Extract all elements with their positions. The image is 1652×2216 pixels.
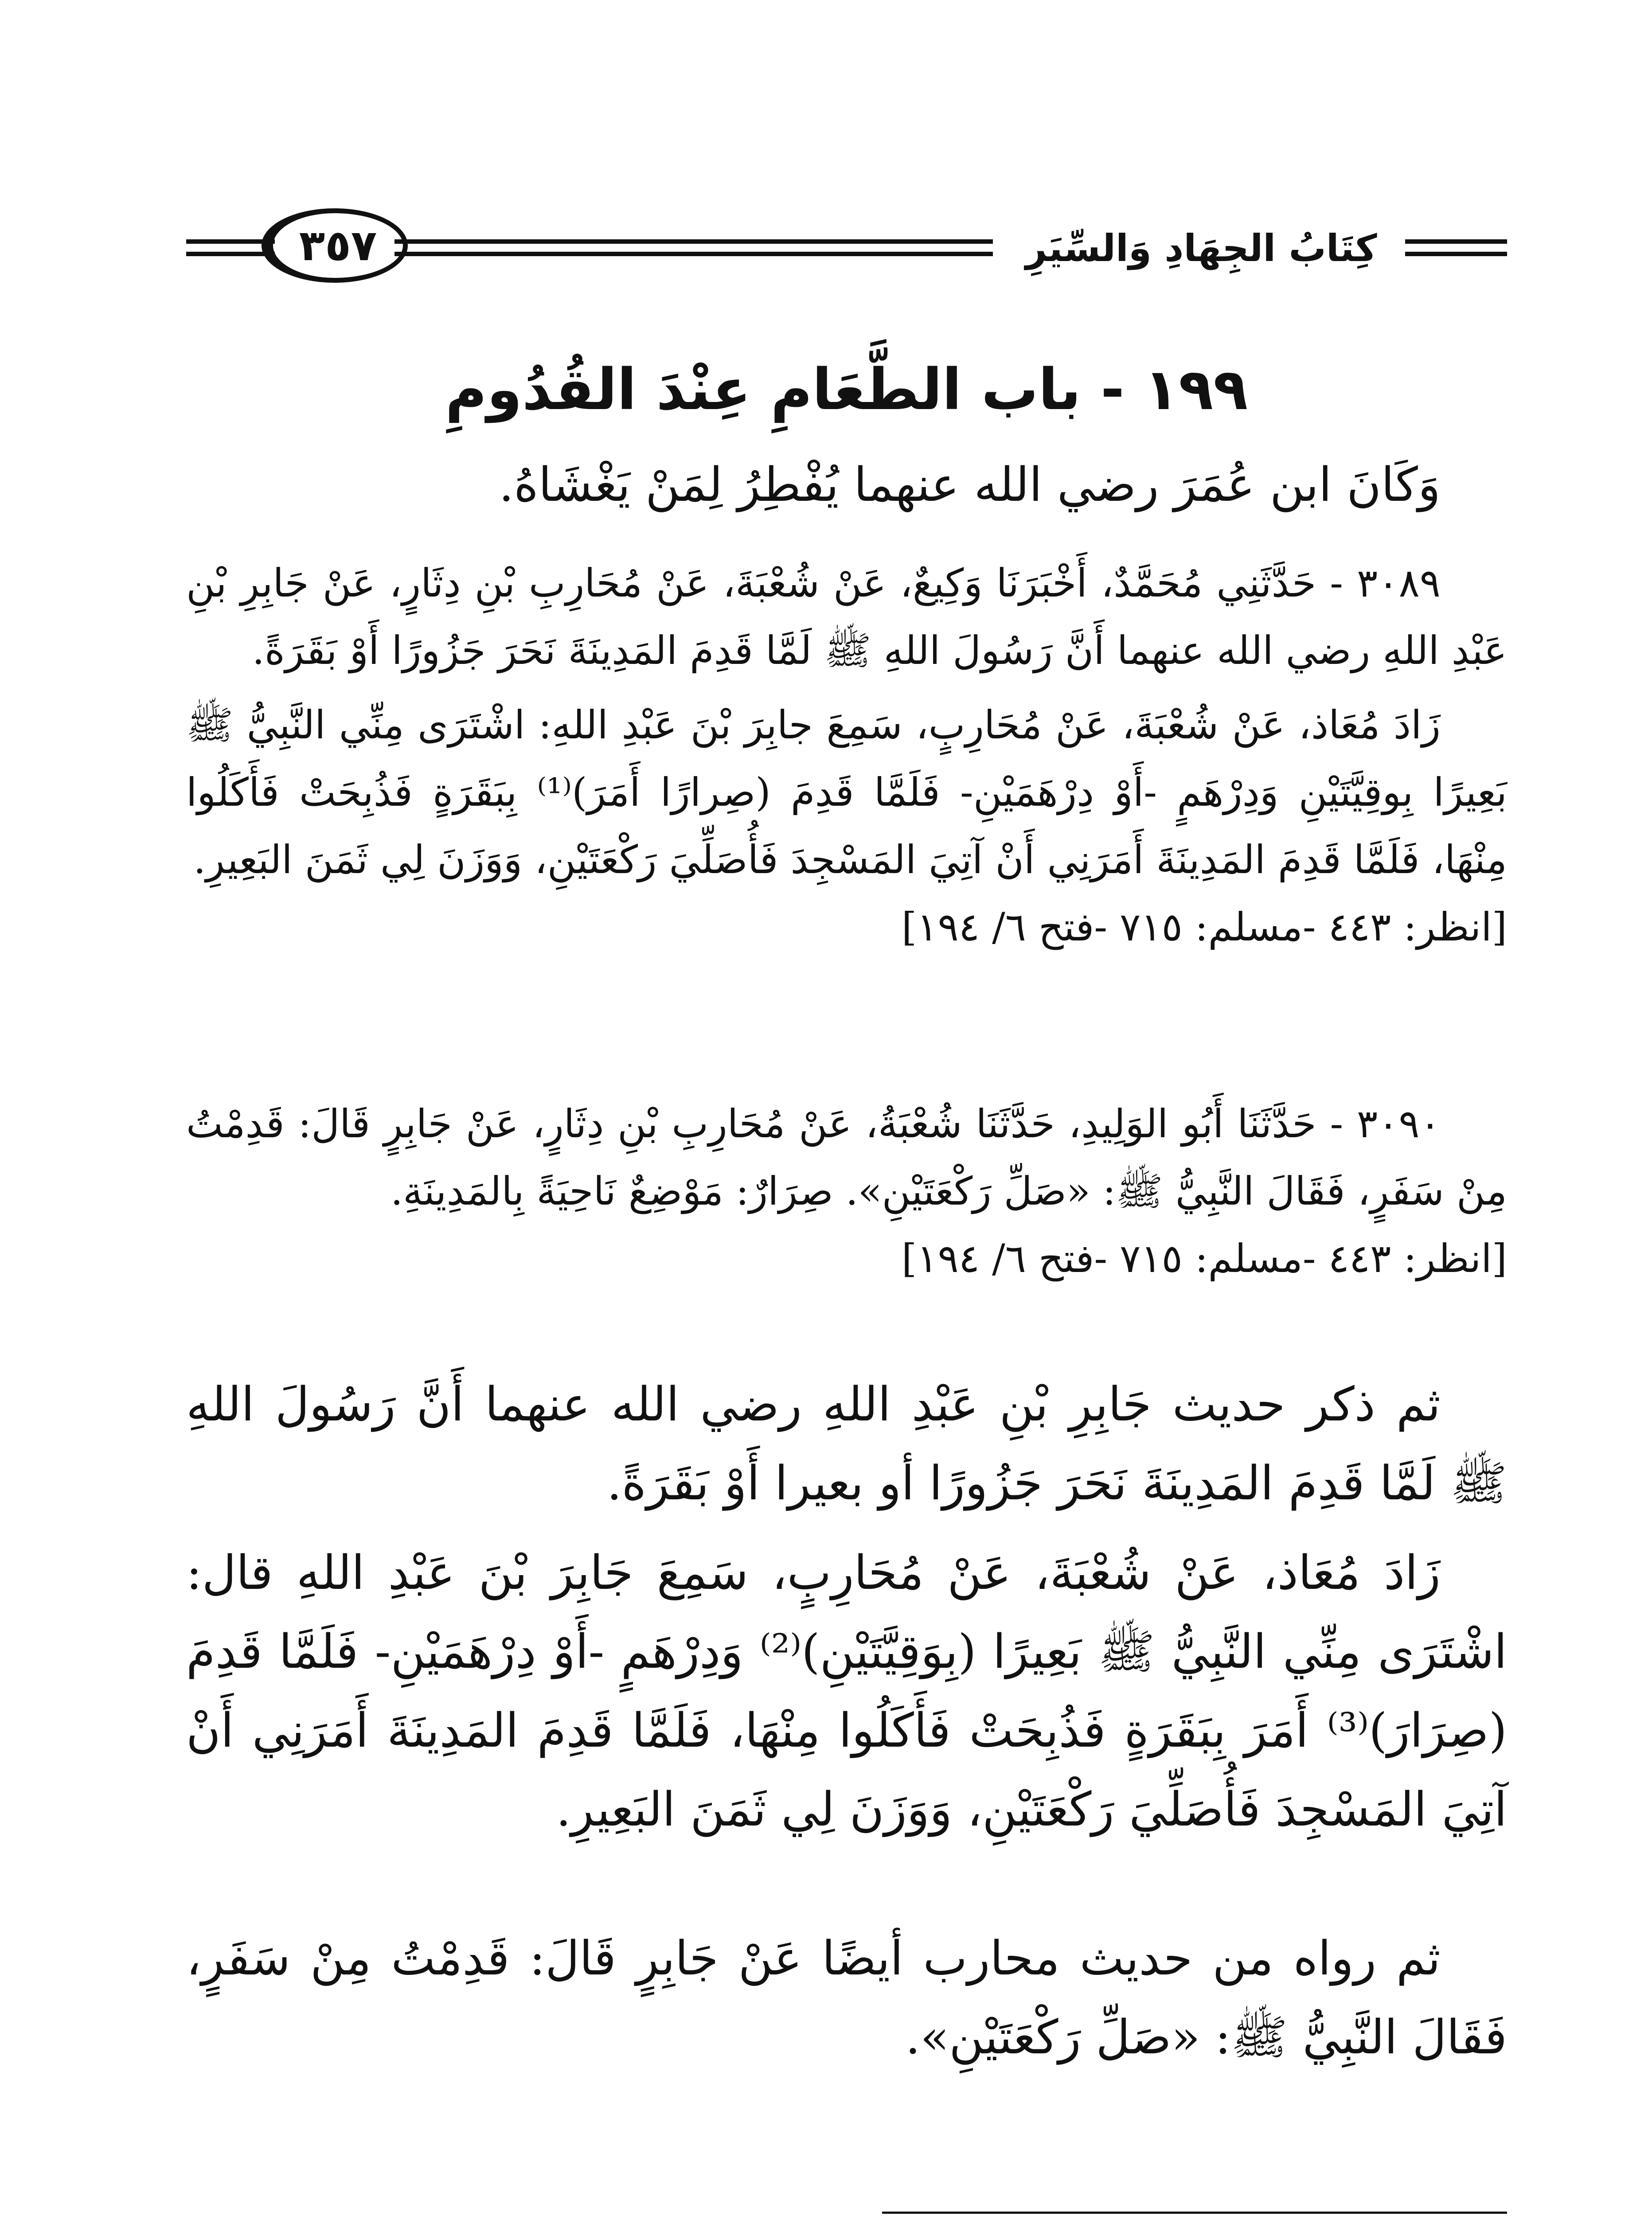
running-title: كِتَابُ الجِهَادِ وَالسِّيَرِ [1025, 226, 1377, 270]
commentary-paragraph: ثم ذكر حديث جَابِرِ بْنِ عَبْدِ اللهِ رضي الله عنهما أَنَّ رَسُولَ اللهِ ﷺ لَمَّا قَدِمَ المَدِينَةَ نَحَرَ جَزُورًا أو بعيرا أَوْ بَقَرَةً. [186, 1377, 1507, 1510]
page-number: ٣٥٧ [299, 221, 377, 270]
addition-text: زَادَ مُعَاذ، عَنْ شُعْبَةَ، عَنْ مُحَارِبٍ، سَمِعَ جابِرَ بْنَ عَبْدِ اللهِ: اشْتَرَى مِنِّي النَّبِيُّ ﷺ بَعِيرًا بِوقِيَّتَيْنِ وَدِرْهَمٍ -أَوْ دِرْهَمَيْنِ- فَلَمَّا قَدِمَ (صِرارًا أَمَرَ)⁽¹⁾ بِبَقَرَةٍ فَذُبِحَتْ فَأَكَلُوا مِنْهَا، فَلَمَّا قَدِمَ المَدِينَةَ أَمَرَنِي أَنْ آتِيَ المَسْجِدَ فَأُصَلِّيَ رَكْعَتَيْنِ، وَوَزَنَ لِي ثَمَنَ البَعِيرِ. [186, 702, 1507, 882]
header-rule [1405, 239, 1507, 244]
hadith-3089: ٣٠٨٩ - حَدَّثَنِي مُحَمَّدٌ، أَخْبَرَنَا وَكِيعٌ، عَنْ شُعْبَةَ، عَنْ مُحَارِبِ بْنِ دِثَارٍ، عَنْ جَابِرِ بْنِ عَبْدِ اللهِ رضي الله عنهما أَنَّ رَسُولَ اللهِ ﷺ لَمَّا قَدِمَ المَدِينَةَ نَحَرَ جَزُورًا أَوْ بَقَرَةً. [186, 560, 1507, 673]
cross-reference: [انظر: ٤٤٣ -مسلم: ٧١٥ -فتح ٦/ ١٩٤] [901, 904, 1507, 950]
hadith-text: ٣٠٩٠ - حَدَّثَنَا أَبُو الوَلِيدِ، حَدَّثَنَا شُعْبَةُ، عَنْ مُحَارِبِ بْنِ دِثَارٍ، عَنْ جَابِرٍ قَالَ: قَدِمْتُ مِنْ سَفَرٍ، فَقَالَ النَّبِيُّ ﷺ: «صَلِّ رَكْعَتَيْنِ». صِرَارٌ: مَوْضِعٌ نَاحِيَةً بِالمَدِينَةِ. [186, 1101, 1507, 1214]
header-rule [1405, 252, 1507, 256]
header-rule [394, 252, 993, 256]
cross-reference: [انظر: ٤٤٣ -مسلم: ٧١٥ -فتح ٦/ ١٩٤] [901, 1236, 1507, 1281]
header-rule [394, 239, 993, 244]
hadith-3089-addition [186, 691, 1507, 961]
footnote-separator [882, 2212, 1507, 2214]
chapter-title: ١٩٩ - باب الطَّعَامِ عِنْدَ القُدُومِ [445, 357, 1248, 423]
running-header [186, 195, 1507, 293]
page-number-oval [262, 208, 408, 283]
commentary-paragraph: ثم رواه من حديث محارب أيضًا عَنْ جَابِرٍ قَالَ: قَدِمْتُ مِنْ سَفَرٍ، فَقَالَ النَّبِيُّ ﷺ: «صَلِّ رَكْعَتَيْنِ». [186, 1931, 1507, 2064]
hadith-3090 [186, 1090, 1507, 1292]
header-rule [186, 252, 275, 256]
commentary-paragraph: زَادَ مُعَاذ، عَنْ شُعْبَةَ، عَنْ مُحَارِبٍ، سَمِعَ جَابِرَ بْنَ عَبْدِ اللهِ قال: اشْتَرَى مِنِّي النَّبِيُّ ﷺ بَعِيرًا (بِوَقِيَّتَيْنِ)⁽²⁾ وَدِرْهَمٍ -أَوْ دِرْهَمَيْنِ- فَلَمَّا قَدِمَ (صِرَارَ)⁽³⁾ أَمَرَ بِبَقَرَةٍ فَذُبِحَتْ فَأَكَلُوا مِنْهَا، فَلَمَّا قَدِمَ المَدِينَةَ أَمَرَنِي أَنْ آتِيَ المَسْجِدَ فَأُصَلِّيَ رَكْعَتَيْنِ، وَوَزَنَ لِي ثَمَنَ البَعِيرِ. [186, 1545, 1507, 1837]
intro-paragraph: وَكَانَ ابن عُمَرَ رضي الله عنهما يُفْطِرُ لِمَنْ يَغْشَاهُ. [499, 457, 1441, 512]
